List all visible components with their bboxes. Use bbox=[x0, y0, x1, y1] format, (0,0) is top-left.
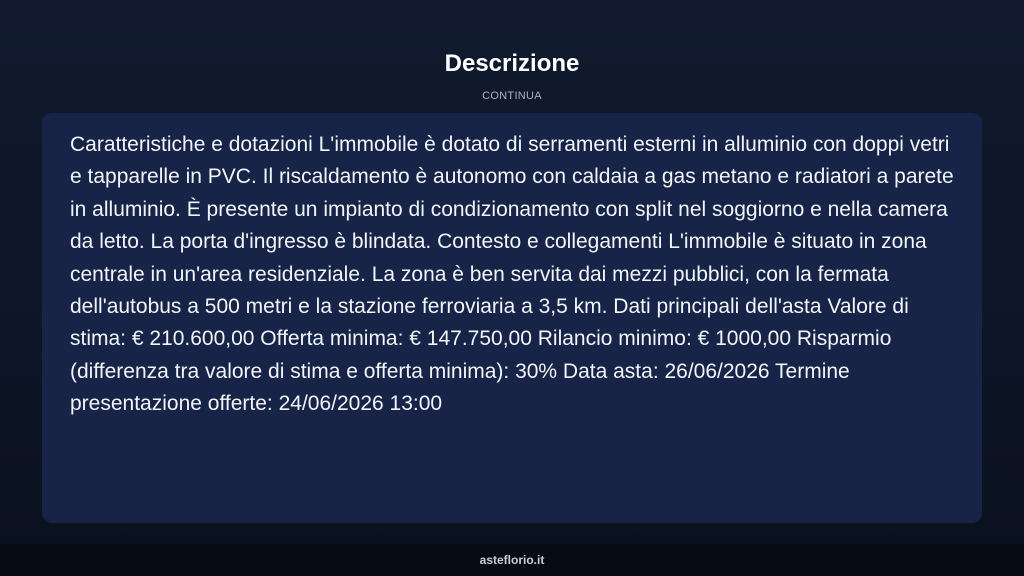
footer-site-name: asteflorio.it bbox=[479, 553, 545, 567]
page-title: Descrizione bbox=[444, 50, 580, 77]
description-text: Caratteristiche e dotazioni L'immobile è dotato di serramenti esterni in alluminio con doppi vetri e tapparelle in PVC. Il riscaldamento è autonomo con caldaia a gas metano e radiatori a parete in alluminio. È presente un impianto di condizionamento con split nel soggiorno e nella camera da letto. La porta d'ingresso è blindata. Contesto e collegamenti L'immobile è situato in zona centrale in un'area residenziale. La zona è ben servita dai mezzi pubblici, con la fermata dell'autobus a 500 metri e la stazione ferroviaria a 3,5 km. Dati principali dell'asta Valore di stima: € 210.600,00 Offerta minima: € 147.750,00 Rilancio minimo: € 1000,00 Risparmio (differenza tra valore di stima e offerta minima): 30% Data asta: 26/06/2026 Termine presentazione offerte: 24/06/2026 13:00 bbox=[70, 133, 954, 416]
description-card bbox=[42, 113, 982, 523]
footer-bar bbox=[0, 544, 1024, 576]
page-subtitle: CONTINUA bbox=[482, 90, 542, 102]
